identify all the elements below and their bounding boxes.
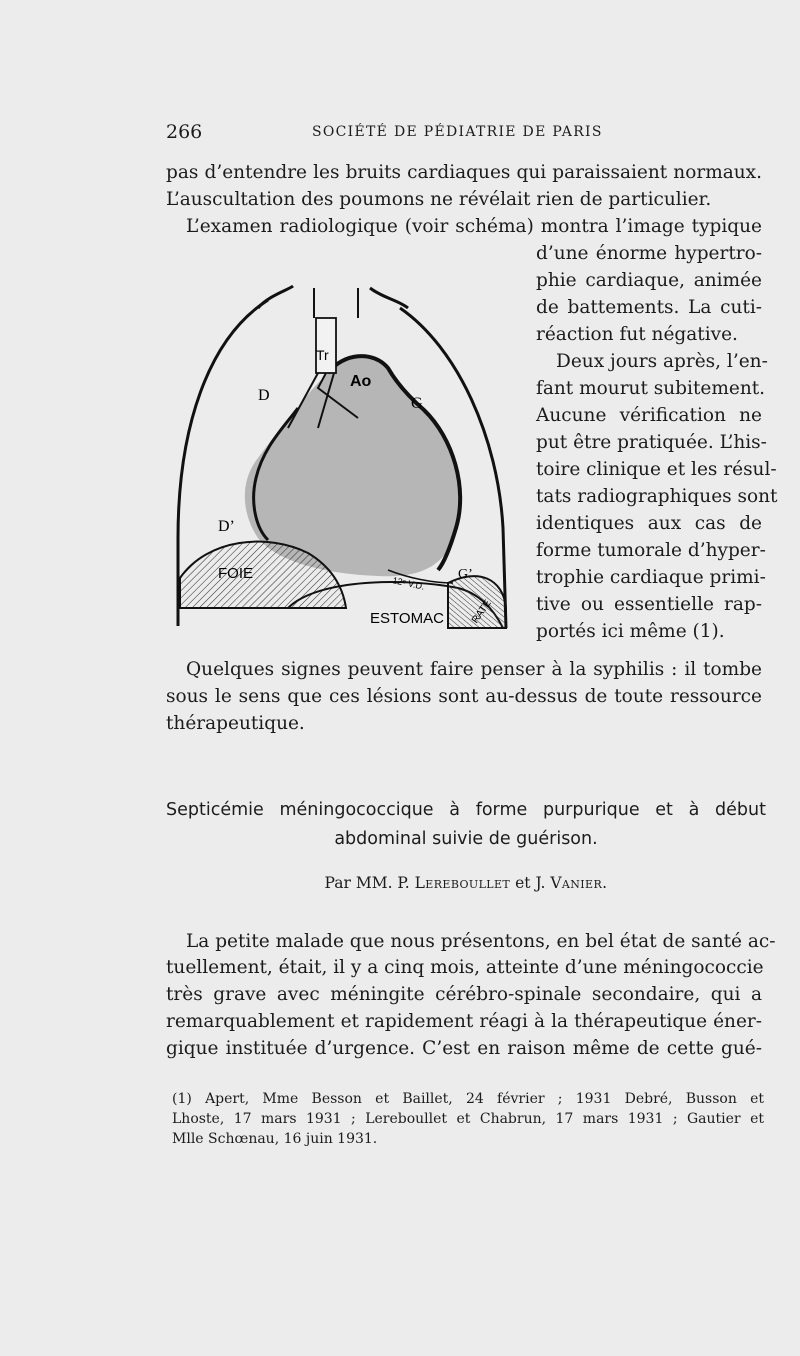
- page-number: 266: [166, 121, 203, 143]
- wrap-line: Aucune vérification ne: [536, 405, 762, 426]
- body-line: très grave avec méningite cérébro-spinale secondaire, qui a: [166, 984, 762, 1005]
- body-line: tuellement, était, il y a cinq mois, atteinte d’une méningococcie: [166, 957, 764, 978]
- article-title: Septicémie méningococcique à forme purpurique et à début: [166, 800, 766, 820]
- body-line: pas d’entendre les bruits cardiaques qui paraissaient normaux.: [166, 162, 762, 183]
- wrap-line: Deux jours après, l’en-: [556, 351, 768, 372]
- body-line: L’auscultation des poumons ne révélait rien de particulier.: [166, 189, 712, 210]
- author-name: Vanier.: [550, 874, 608, 892]
- label-estomac: ESTOMAC: [370, 610, 444, 627]
- wrap-line: forme tumorale d’hyper-: [536, 540, 766, 561]
- body-line: gique instituée d’urgence. C’est en raison même de cette gué-: [166, 1038, 762, 1059]
- label-d: D: [258, 387, 270, 404]
- radiograph-schema: [168, 278, 518, 643]
- wrap-line: portés ici même (1).: [536, 621, 725, 642]
- wrap-line: tive ou essentielle rap-: [536, 594, 762, 615]
- body-line: remarquablement et rapidement réagi à la thérapeutique éner-: [166, 1011, 762, 1032]
- clavicle-right: [258, 286, 293, 308]
- label-ao: Ao: [350, 373, 372, 390]
- wrap-line: de battements. La cuti-: [536, 297, 762, 318]
- wrap-line: tats radiographiques sont: [536, 486, 778, 507]
- wrap-line: trophie cardiaque primi-: [536, 567, 766, 588]
- wrap-line: phie cardiaque, animée: [536, 270, 762, 291]
- clavicle-left: [370, 288, 408, 308]
- body-line: thérapeutique.: [166, 713, 305, 734]
- body-line: L’examen radiologique (voir schéma) montra l’image typique: [186, 216, 762, 237]
- body-line: La petite malade que nous présentons, en bel état de santé ac-: [186, 931, 776, 952]
- label-rate: RATE: [469, 598, 494, 626]
- wrap-line: d’une énorme hypertro-: [536, 243, 762, 264]
- footnote-line: Lhoste, 17 mars 1931 ; Lereboullet et Chabrun, 17 mars 1931 ; Gautier et: [172, 1111, 764, 1127]
- wrap-line: fant mourut subitement.: [536, 378, 766, 399]
- article-title: abdominal suivie de guérison.: [334, 829, 598, 849]
- body-line: Quelques signes peuvent faire penser à la syphilis : il tombe: [186, 659, 762, 680]
- authors-prefix: Par MM. P.: [324, 874, 410, 892]
- author-name: Lereboullet: [414, 874, 511, 892]
- wrap-line: toire clinique et les résul-: [536, 459, 777, 480]
- running-title: SOCIÉTÉ DE PÉDIATRIE DE PARIS: [312, 124, 603, 140]
- label-g: G: [411, 395, 423, 412]
- footnote-line: (1) Apert, Mme Besson et Baillet, 24 février ; 1931 Debré, Busson et: [172, 1091, 764, 1107]
- article-authors: [166, 874, 766, 892]
- wrap-line: réaction fut négative.: [536, 324, 738, 345]
- page-header: [166, 121, 766, 145]
- label-foie: FOIE: [218, 565, 254, 582]
- wrap-line: put être pratiquée. L’his-: [536, 432, 767, 453]
- label-g-prime: G’: [458, 567, 473, 582]
- label-vd: 12ᵉ V.D.: [391, 575, 426, 592]
- authors-conjunction: et J.: [515, 874, 546, 892]
- trachea: [316, 318, 336, 373]
- wrap-line: identiques aux cas de: [536, 513, 762, 534]
- footnote-line: Mlle Schœnau, 16 juin 1931.: [172, 1131, 378, 1147]
- label-d-prime: D’: [218, 518, 235, 535]
- label-tr: Tr: [316, 347, 329, 363]
- body-line: sous le sens que ces lésions sont au-dessus de toute ressource: [166, 686, 762, 707]
